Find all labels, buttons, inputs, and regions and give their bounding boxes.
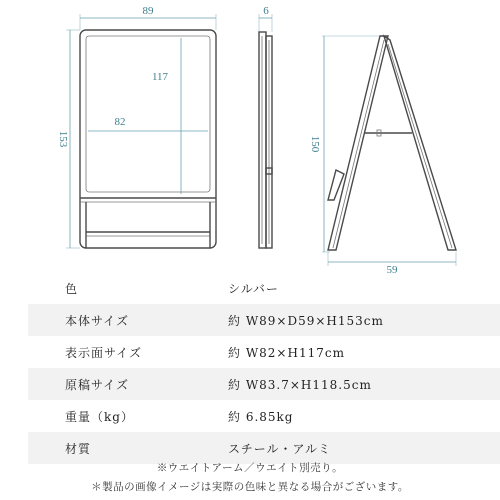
spec-row-display-size — [28, 336, 500, 368]
spec-row-body-size — [28, 304, 500, 336]
spec-label: 重量（kg） — [65, 410, 134, 424]
spec-label: 原稿サイズ — [65, 378, 130, 392]
spec-value: スチール・アルミ — [228, 442, 332, 456]
spec-row-weight — [28, 400, 500, 432]
front-view — [57, 5, 216, 248]
spec-value: 約 W82×H117cm — [228, 346, 345, 360]
spec-label: 材質 — [65, 442, 92, 456]
spec-value: シルバー — [228, 282, 279, 296]
spec-row-color — [28, 272, 500, 304]
stand-view — [309, 36, 456, 275]
spec-label: 表示面サイズ — [65, 346, 143, 360]
side-view — [259, 5, 272, 248]
note-weight-arm: ※ウエイトアーム／ウエイト別売り。 — [156, 462, 344, 474]
display-height-label: 117 — [151, 71, 169, 83]
stand-height-label: 150 — [309, 135, 321, 153]
spec-value: 約 W89×D59×H153cm — [228, 314, 384, 328]
total-height-label: 153 — [57, 130, 69, 148]
spec-row-manuscript-size — [28, 368, 500, 400]
spec-value: 約 6.85kg — [228, 410, 294, 424]
display-width-label: 82 — [114, 116, 126, 128]
spec-label: 色 — [65, 282, 79, 296]
spec-label: 本体サイズ — [65, 314, 130, 328]
spec-value: 約 W83.7×H118.5cm — [228, 378, 372, 392]
stand-depth-label: 59 — [386, 264, 398, 275]
front-width-label: 89 — [142, 5, 154, 17]
side-depth-label: 6 — [263, 5, 269, 17]
note-color-disclaimer: ＊製品の画像イメージは実際の色味と異なる場合がございます。 — [91, 481, 409, 493]
